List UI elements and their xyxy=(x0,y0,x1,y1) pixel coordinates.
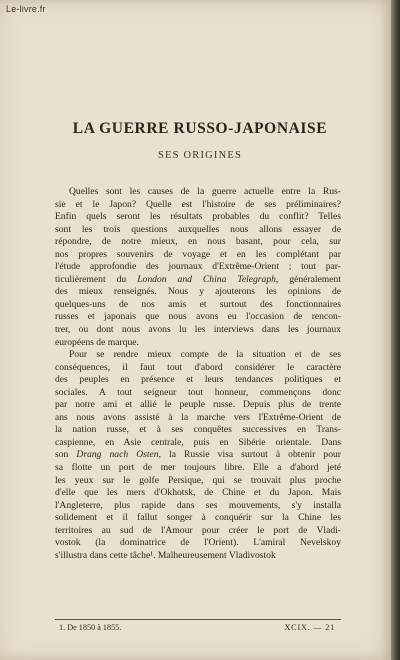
text-line: européens de marque. xyxy=(55,336,139,348)
text-line: Pour se rendre mieux compte de la situation et de ses xyxy=(69,349,341,361)
article-body xyxy=(55,186,341,562)
text-line: la nation russe, et à ses conquêtes successives en Trans- xyxy=(55,424,341,436)
text-line: son Drang nach Osten, la Russie visa surtout à obtenir pour xyxy=(55,449,341,461)
text-line: nos propres souvenirs de voyage et en les complétant par xyxy=(55,248,341,260)
folio: XCIX. — 21 xyxy=(284,623,335,632)
text-line: sociales. A tout seigneur tout honneur, commençons donc xyxy=(55,386,341,398)
text-line: s'illustra dans cette tâche¹. Malheureusement Vladivostok xyxy=(55,549,276,561)
paragraph-2 xyxy=(55,349,341,562)
footnote: 1. De 1850 à 1855. xyxy=(59,623,122,632)
text-line: des mieux renseignés. Nous y ajouterons les opinions de xyxy=(55,286,341,298)
text-line: ans nous avons assisté à la marche vers l'Extrême-Orient de xyxy=(55,411,341,423)
article-title: LA GUERRE RUSSO-JAPONAISE xyxy=(72,120,328,137)
text-line: trer, ou dont nous avons lu les interviews dans les journaux xyxy=(55,324,341,336)
paragraph-1 xyxy=(55,186,341,349)
text-line: sa flotte un port de mer toujours libre. Elle a d'abord jeté xyxy=(55,462,341,474)
text-line: vostok (la dominatrice de l'Orient). L'amiral Nevelskoy xyxy=(55,537,341,549)
text-line: territoires au sud de l'Amour pour créer le port de Vladi- xyxy=(55,524,341,536)
text-line: des peuples en présence et leurs tendances politiques et xyxy=(55,374,341,386)
text-line: solidement et il fallut songer à conquérir sur la Chine les xyxy=(55,512,341,524)
text-line: par notre ami et allié le peuple russe. Depuis plus de trente xyxy=(55,399,341,411)
text-line: sie et le Japon? Quelle est l'histoire de ses préliminaires? xyxy=(55,198,341,210)
text-line: conséquences, il faut tout d'abord considérer le caractère xyxy=(55,361,341,373)
text-line: répondre, de notre mieux, en nous basant, pour cela, sur xyxy=(55,236,341,248)
text-line: d'elle que les mers d'Okhotsk, de Chine et du Japon. Mais xyxy=(55,487,341,499)
text-line: russes et japonais que nous avons eu l'occasion de rencon- xyxy=(55,311,341,323)
text-line: quelques-uns de nos amis et surtout des fonctionnaires xyxy=(55,298,341,310)
text-line: l'étude approfondie des journaux d'Extrême-Orient ; tout par- xyxy=(55,261,341,273)
text-line: sont les trois questions auxquelles nous allons essayer de xyxy=(55,223,341,235)
text-line: l'Angleterre, plus rapide dans ses mouvements, s'y installa xyxy=(55,499,341,511)
text-line: Quelles sont les causes de la guerre actuelle entre la Rus- xyxy=(69,186,341,197)
italic-title: London and China Telegraph xyxy=(137,273,276,285)
page-edge-shadow xyxy=(391,0,400,660)
article-subtitle: SES ORIGINES xyxy=(157,150,243,161)
italic-title: Drang nach Osten xyxy=(76,449,159,461)
text-line: les yeux sur le golfe Persique, qui se trouvait plus proche xyxy=(55,474,341,486)
article-header xyxy=(60,120,340,161)
page-footer xyxy=(55,619,341,632)
watermark: Le-livre.fr xyxy=(6,4,46,14)
text-line: ticulièrement du London and China Telegraph, généralement xyxy=(55,273,341,285)
text-line: caspienne, en Asie centrale, puis en Sibérie orientale. Dans xyxy=(55,436,341,448)
text-line: Enfin quels seront les résultats probables du conflit? Telles xyxy=(55,211,341,223)
